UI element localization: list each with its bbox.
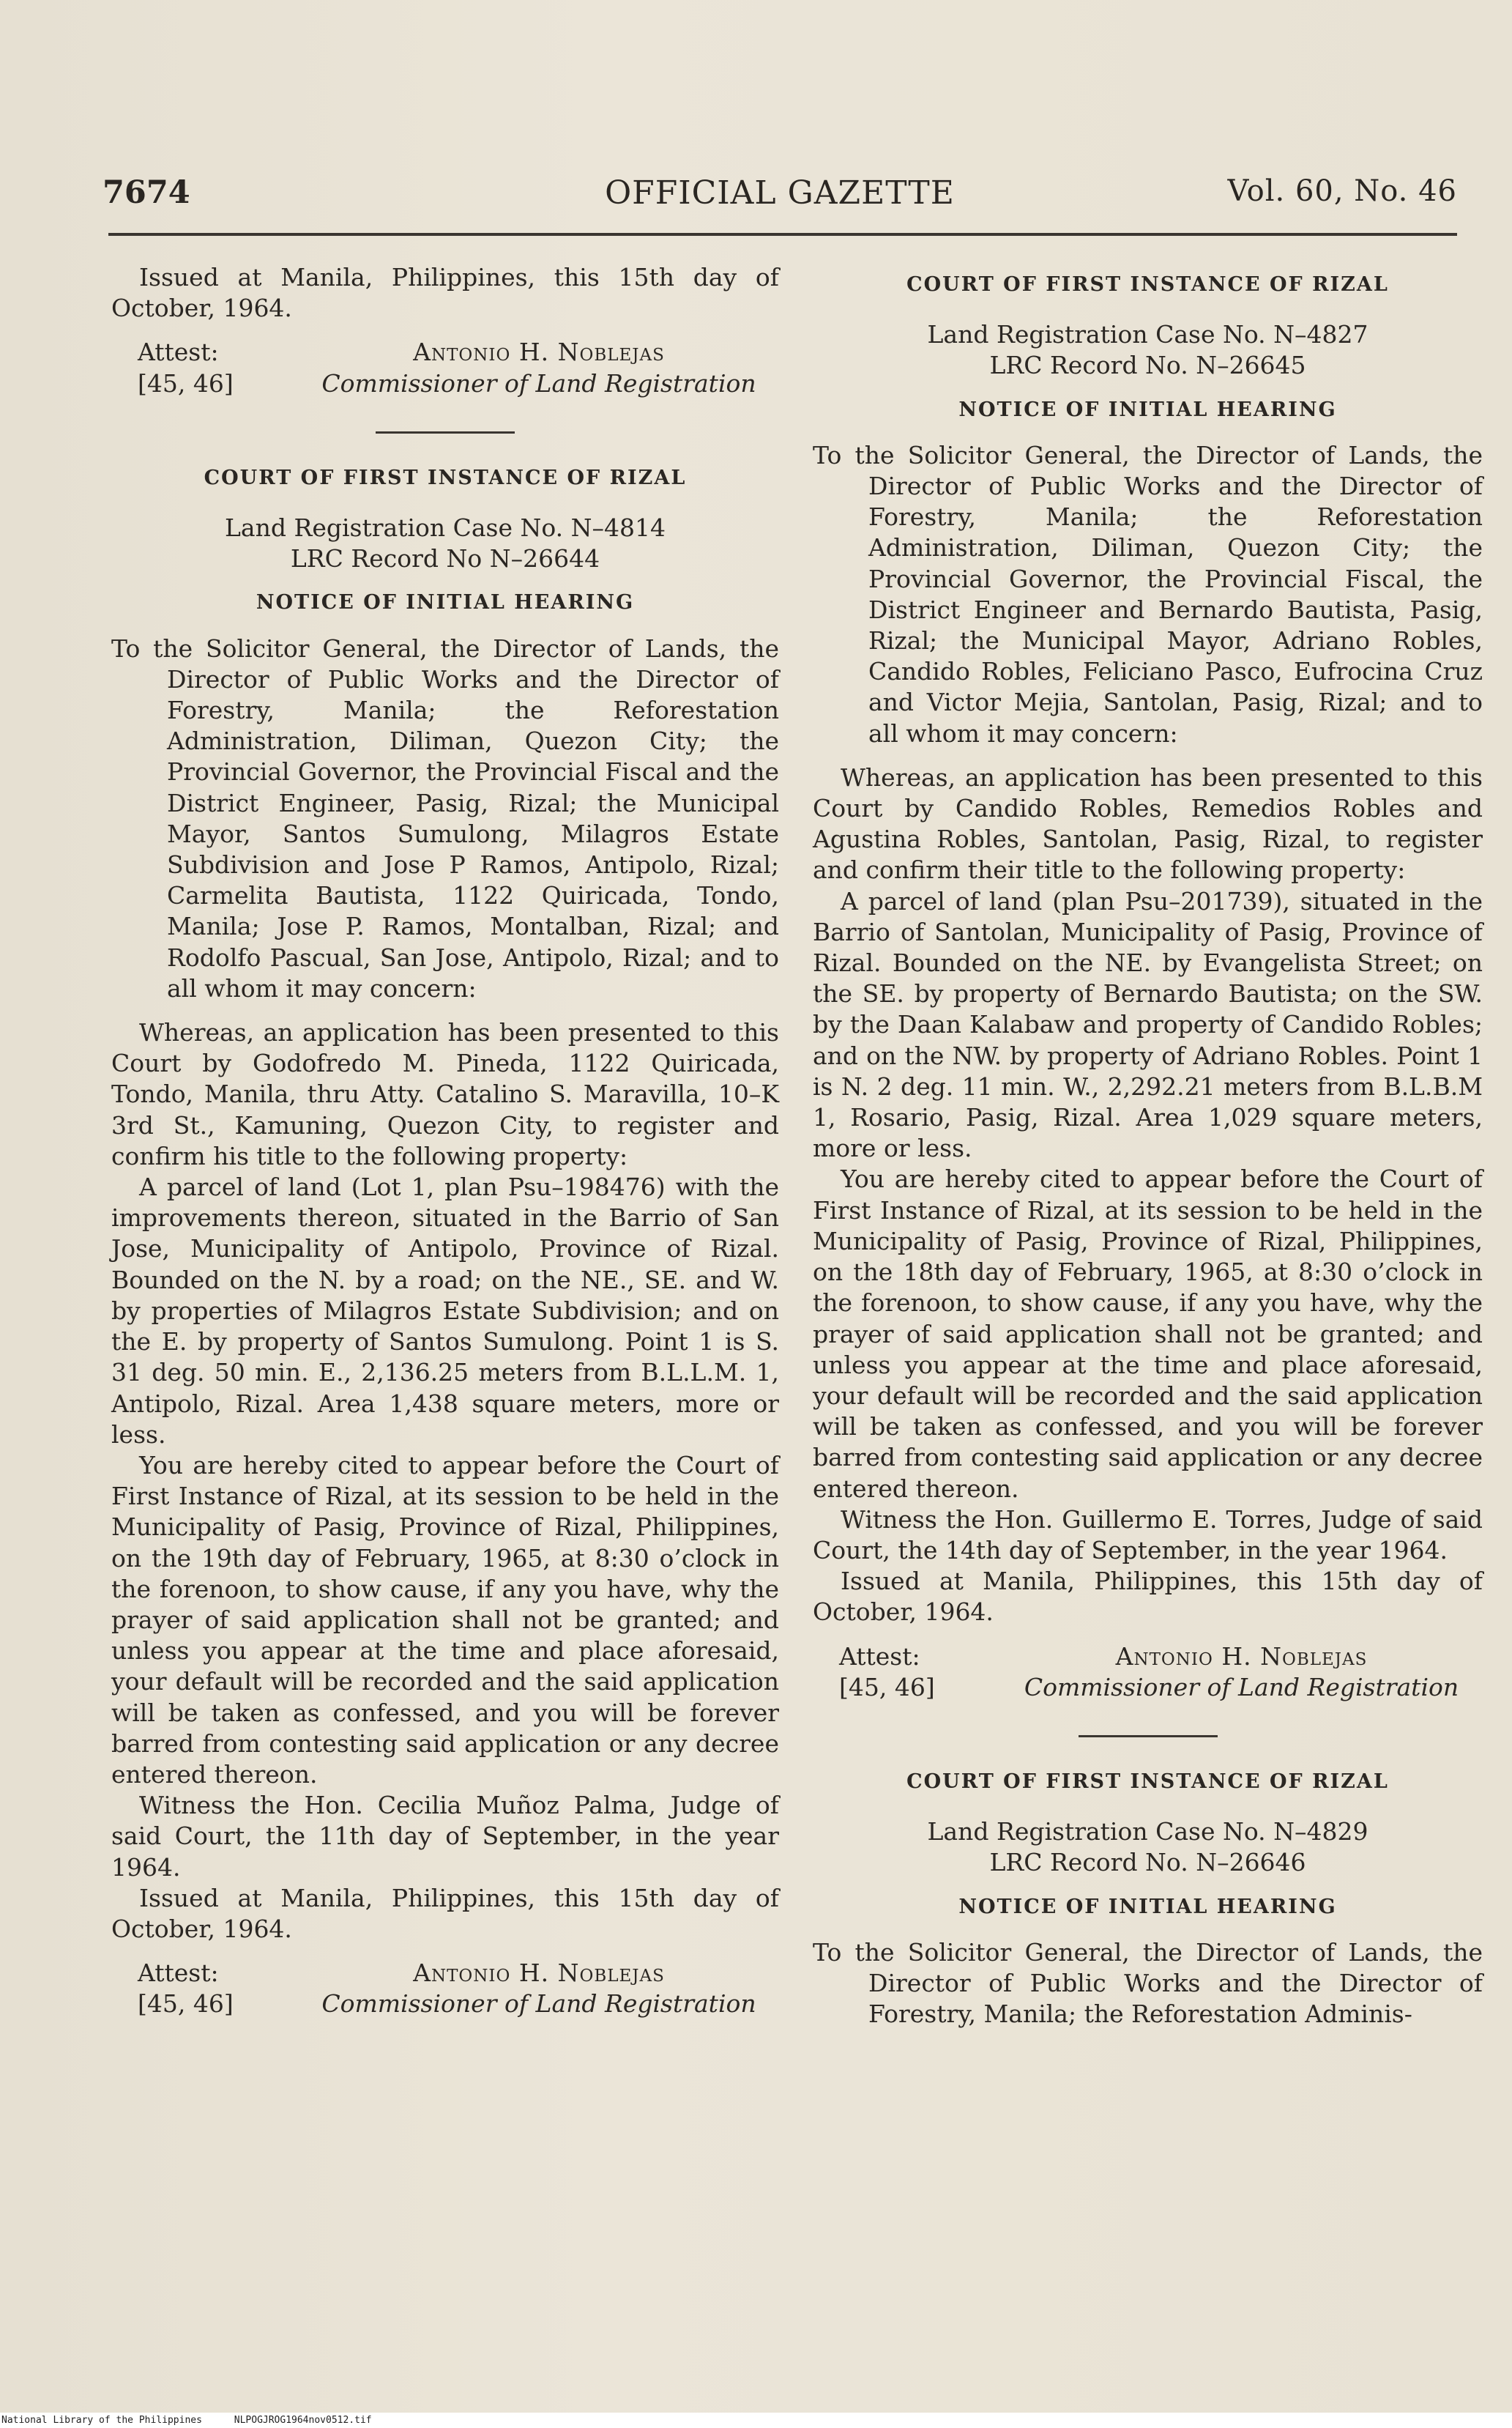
left-column — [111, 262, 779, 2020]
citation-paragraph: You are hereby cited to appear before the Court of First Instance of Rizal, at its session to be held in the Municipality of Pasig, Province of Rizal, Philippines, on the 18th day of February, 1965, at 8:30 o’clock in the forenoon, to show cause, if any you have, why the prayer of said application shall not be granted; and unless you appear at the time and place aforesaid, your default will be recorded and the said application will be taken as confessed, and you will be forever barred from contesting said application or any decree entered thereon. — [813, 1165, 1483, 1503]
parcel-description: A parcel of land (plan Psu–201739), situated in the Barrio of Santolan, Municipality of Pasig, Province of Rizal. Bounded on the NE. by Evangelista Street; on the SE. by property of Bernardo Bautista; on the SW. by the Daan Kalabaw and property of Candido Robles; and on the NW. by property of Adriano Robles. Point 1 is N. 2 deg. 11 min. W., 2,292.21 meters from B.L.B.M 1, Rosario, Pasig, Rizal. Area 1,029 square meters, more or less. — [813, 886, 1483, 1163]
issue-numbers: [45, 46] — [839, 1672, 935, 1701]
whereas-paragraph: Whereas, an application has been presented to this Court by Candido Robles, Remedios Robles and Agustina Robles, Santolan, Pasig, Rizal, to register and confirm their title to the following property: — [813, 762, 1483, 885]
addressees: To the Solicitor General, the Director of Lands, the Director of Public Works and the Director of Forestry, Manila; the Reforestation Administration, Diliman, Quezon City; the Provincial Governor, the Provincial Fiscal and the District Engineer, Pasig, Rizal; the Municipal Mayor, Santos Sumulong, Milagros Estate Subdivision and Jose P Ramos, Antipolo, Rizal; Carmelita Bautista, 1122 Quiricada, Tondo, Manila; Jose P. Ramos, Montalban, Rizal; and Rodolfo Pascual, San Jose, Antipolo, Rizal; and to all whom it may concern: — [111, 634, 779, 1003]
case-number: Land Registration Case No. N–4829 — [927, 1817, 1368, 1846]
page-header — [103, 174, 1457, 226]
attest-label: Attest: — [138, 338, 219, 367]
scan-footer — [0, 2413, 1512, 2428]
court-heading: COURT OF FIRST INSTANCE OF RIZAL — [906, 273, 1389, 296]
case-number: Land Registration Case No. N–4814 — [225, 513, 666, 543]
addressees: To the Solicitor General, the Director of Lands, the Director of Public Works and the Director of Forestry, Manila; the Reforestation Administration, Diliman, Quezon City; the Provincial Governor, the Provincial Fiscal, the District Engineer and Bernardo Bautista, Pasig, Rizal; the Municipal Mayor, Adriano Robles, Candido Robles, Feliciano Pasco, Eufrocina Cruz and Victor Mejia, Santolan, Pasig, Rizal; and to all whom it may concern: — [813, 440, 1483, 748]
section-divider — [1079, 1735, 1218, 1737]
signatory-title: Commissioner of Land Registration — [1024, 1672, 1459, 1701]
signatory-name: Antonio H. Noblejas — [413, 338, 665, 367]
attestation-block — [813, 1641, 1483, 1703]
citation-paragraph: You are hereby cited to appear before the Court of First Instance of Rizal, at its session to be held in the Municipality of Pasig, Province of Rizal, Philippines, on the 19th day of February, 1965, at 8:30 o’clock in the forenoon, to show cause, if any you have, why the prayer of said application shall not be granted; and unless you appear at the time and place aforesaid, your default will be recorded and the said application will be taken as confessed, and you will be forever barred from contesting said application or any decree entered thereon. — [111, 1450, 779, 1789]
notice-heading: NOTICE OF INITIAL HEARING — [256, 591, 635, 615]
parcel-description: A parcel of land (Lot 1, plan Psu–198476) with the improvements thereon, situated in the Barrio of San Jose, Municipality of Antipolo, Province of Rizal. Bounded on the N. by a road; on the NE., SE. and W. by properties of Milagros Estate Subdivision; and on the E. by property of Santos Sumulong. Point 1 is S. 31 deg. 50 min. E., 2,136.25 meters from B.L.L.M. 1, Antipolo, Rizal. Area 1,438 square meters, more or less. — [111, 1173, 779, 1449]
record-number: LRC Record No N–26644 — [290, 544, 600, 573]
attest-label: Attest: — [138, 1959, 219, 1988]
volume-number: Vol. 60, No. 46 — [1227, 174, 1457, 208]
attestation-block — [111, 337, 779, 398]
signatory-title: Commissioner of Land Registration — [321, 1989, 756, 2019]
issue-numbers: [45, 46] — [138, 368, 234, 398]
record-number: LRC Record No. N–26645 — [989, 351, 1306, 380]
addressees: To the Solicitor General, the Director of Lands, the Director of Public Works and the Director of Forestry, Manila; the Reforestation Adminis- — [813, 1937, 1483, 2029]
issued-statement: Issued at Manila, Philippines, this 15th day of October, 1964. — [111, 1883, 779, 1943]
scan-filename: NLPOGJROG1964nov0512.tif — [234, 2415, 372, 2426]
whereas-paragraph: Whereas, an application has been presented to this Court by Godofredo M. Pineda, 1122 Quiricada, Tondo, Manila, thru Atty. Catalino S. Maravilla, 10–K 3rd St., Kamuning, Quezon City, to register and confirm his title to the following property: — [111, 1018, 779, 1170]
issued-statement: Issued at Manila, Philippines, this 15th day of October, 1964. — [813, 1567, 1483, 1627]
attestation-block — [111, 1958, 779, 2019]
section-divider — [376, 431, 515, 434]
case-number: Land Registration Case No. N–4827 — [927, 320, 1368, 349]
issued-statement: Issued at Manila, Philippines, this 15th day of October, 1964. — [111, 263, 779, 323]
attest-label: Attest: — [839, 1641, 920, 1671]
library-credit: National Library of the Philippines — [1, 2415, 202, 2426]
notice-heading: NOTICE OF INITIAL HEARING — [958, 1895, 1337, 1918]
record-number: LRC Record No. N–26646 — [989, 1848, 1306, 1877]
notice-heading: NOTICE OF INITIAL HEARING — [958, 398, 1337, 421]
signatory-title: Commissioner of Land Registration — [321, 368, 756, 398]
court-heading: COURT OF FIRST INSTANCE OF RIZAL — [906, 1770, 1389, 1793]
page-number: 7674 — [103, 174, 190, 211]
signatory-name: Antonio H. Noblejas — [1115, 1641, 1368, 1671]
signatory-name: Antonio H. Noblejas — [413, 1959, 665, 1988]
witness-paragraph: Witness the Hon. Guillermo E. Torres, Judge of said Court, the 14th day of September, in the year 1964. — [813, 1504, 1483, 1564]
witness-paragraph: Witness the Hon. Cecilia Muñoz Palma, Judge of said Court, the 11th day of September, in the year 1964. — [111, 1791, 779, 1882]
publication-title: OFFICIAL GAZETTE — [605, 174, 955, 212]
header-rule — [108, 233, 1457, 236]
issue-numbers: [45, 46] — [138, 1989, 234, 2019]
right-column — [813, 262, 1483, 2030]
court-heading: COURT OF FIRST INSTANCE OF RIZAL — [204, 466, 687, 489]
